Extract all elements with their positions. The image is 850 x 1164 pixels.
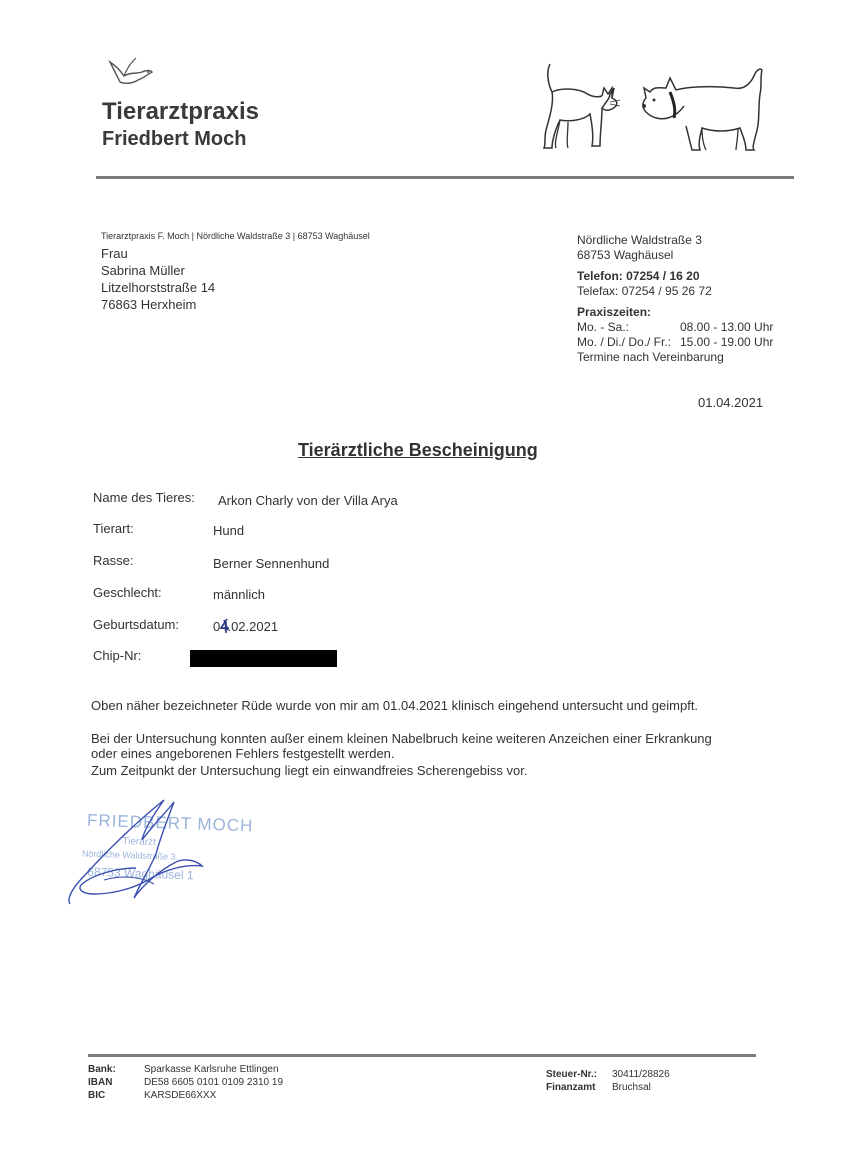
birthdate-value: 04.02.2021 [213,619,279,634]
recipient-salutation: Frau [101,246,128,261]
examination-paragraph: Oben näher bezeichneter Rüde wurde von mir am 01.04.2021 klinisch eingehend untersucht und geimpft. [91,698,699,713]
bic-label: BIC [88,1090,106,1101]
stamp-line-3: Nördliche Waldstraße 3 [81,848,176,862]
chip-number-redaction [190,650,337,667]
bite-paragraph: Zum Zeitpunkt der Untersuchung liegt ein einwandfreies Scherengebiss vor. [91,763,528,778]
terrier-dog-icon [636,62,770,154]
contact-city: 68753 Waghäusel [577,248,674,262]
tax-office-label: Finanzamt [546,1082,596,1093]
sender-address-line: Tierarztpraxis F. Moch | Nördliche Waldstraße 3 | 68753 Waghäusel [101,231,370,241]
recipient-street: Litzelhorststraße 14 [101,280,216,295]
sex-label: Geschlecht: [93,585,162,600]
document-title: Tierärztliche Bescheinigung [298,440,538,460]
bank-label: Bank: [88,1064,116,1075]
breed-label: Rasse: [93,553,134,568]
appointment-note: Termine nach Vereinbarung [577,350,724,364]
footer-rule [88,1054,756,1057]
bank-value: Sparkasse Karlsruhe Ettlingen [144,1064,279,1075]
hours-time: 08.00 - 13.00 Uhr [680,320,774,334]
recipient-address [101,245,215,313]
findings-line-2: oder eines angeborenen Fehlers festgestellt werden. [91,746,395,761]
opening-hours-row [577,335,779,350]
practice-title: Tierarztpraxis [102,98,259,125]
hours-time: 15.00 - 19.00 Uhr [680,335,774,349]
handwritten-correction-mark [219,618,231,634]
opening-hours-label: Praxiszeiten: [577,305,652,319]
practice-owner: Friedbert Moch [102,128,247,150]
stamp-line-1: FRIEDBERT MOCH [86,810,254,836]
tax-office-value: Bruchsal [612,1082,651,1093]
species-label: Tierart: [93,521,134,536]
breed-value: Berner Sennenhund [213,556,330,571]
recipient-city: 76863 Herxheim [101,297,197,312]
contact-phone: Telefon: 07254 / 16 20 [577,269,700,283]
header-rule [96,176,794,179]
stamp-line-2: Tierarzt [122,835,157,849]
iban-value: DE58 6605 0101 0109 2310 19 [144,1077,284,1088]
tax-number-value: 30411/28826 [612,1069,670,1080]
signature [64,794,214,918]
chip-number-label: Chip-Nr: [93,648,142,663]
hours-days: Mo. - Sa.: [577,320,630,334]
birthdate-label: Geburtsdatum: [93,617,179,632]
opening-hours-row [577,320,779,335]
swallow-bird-icon [106,56,156,90]
tax-number-label: Steuer-Nr.: [546,1069,598,1080]
sex-value: männlich [213,587,266,602]
recipient-name: Sabrina Müller [101,263,185,278]
iban-label: IBAN [88,1077,113,1088]
practice-contact-block [577,233,779,365]
contact-fax: Telefax: 07254 / 95 26 72 [577,284,712,298]
cat-icon [540,58,622,154]
species-value: Hund [213,523,245,538]
contact-street: Nördliche Waldstraße 3 [577,233,702,247]
animal-name-value: Arkon Charly von der Villa Arya [218,493,398,508]
hours-days: Mo. / Di./ Do./ Fr.: [577,335,672,349]
document-date: 01.04.2021 [698,395,764,410]
findings-line-1: Bei der Untersuchung konnten außer einem kleinen Nabelbruch keine weiteren Anzeichen einer Erkrankung [91,731,712,746]
stamp-line-4: 68753 Waghäusel 1 [87,864,194,883]
bic-value: KARSDE66XXX [144,1090,217,1101]
bank-details [88,1063,283,1102]
animal-name-label: Name des Tieres: [93,490,195,505]
tax-details [546,1068,670,1094]
